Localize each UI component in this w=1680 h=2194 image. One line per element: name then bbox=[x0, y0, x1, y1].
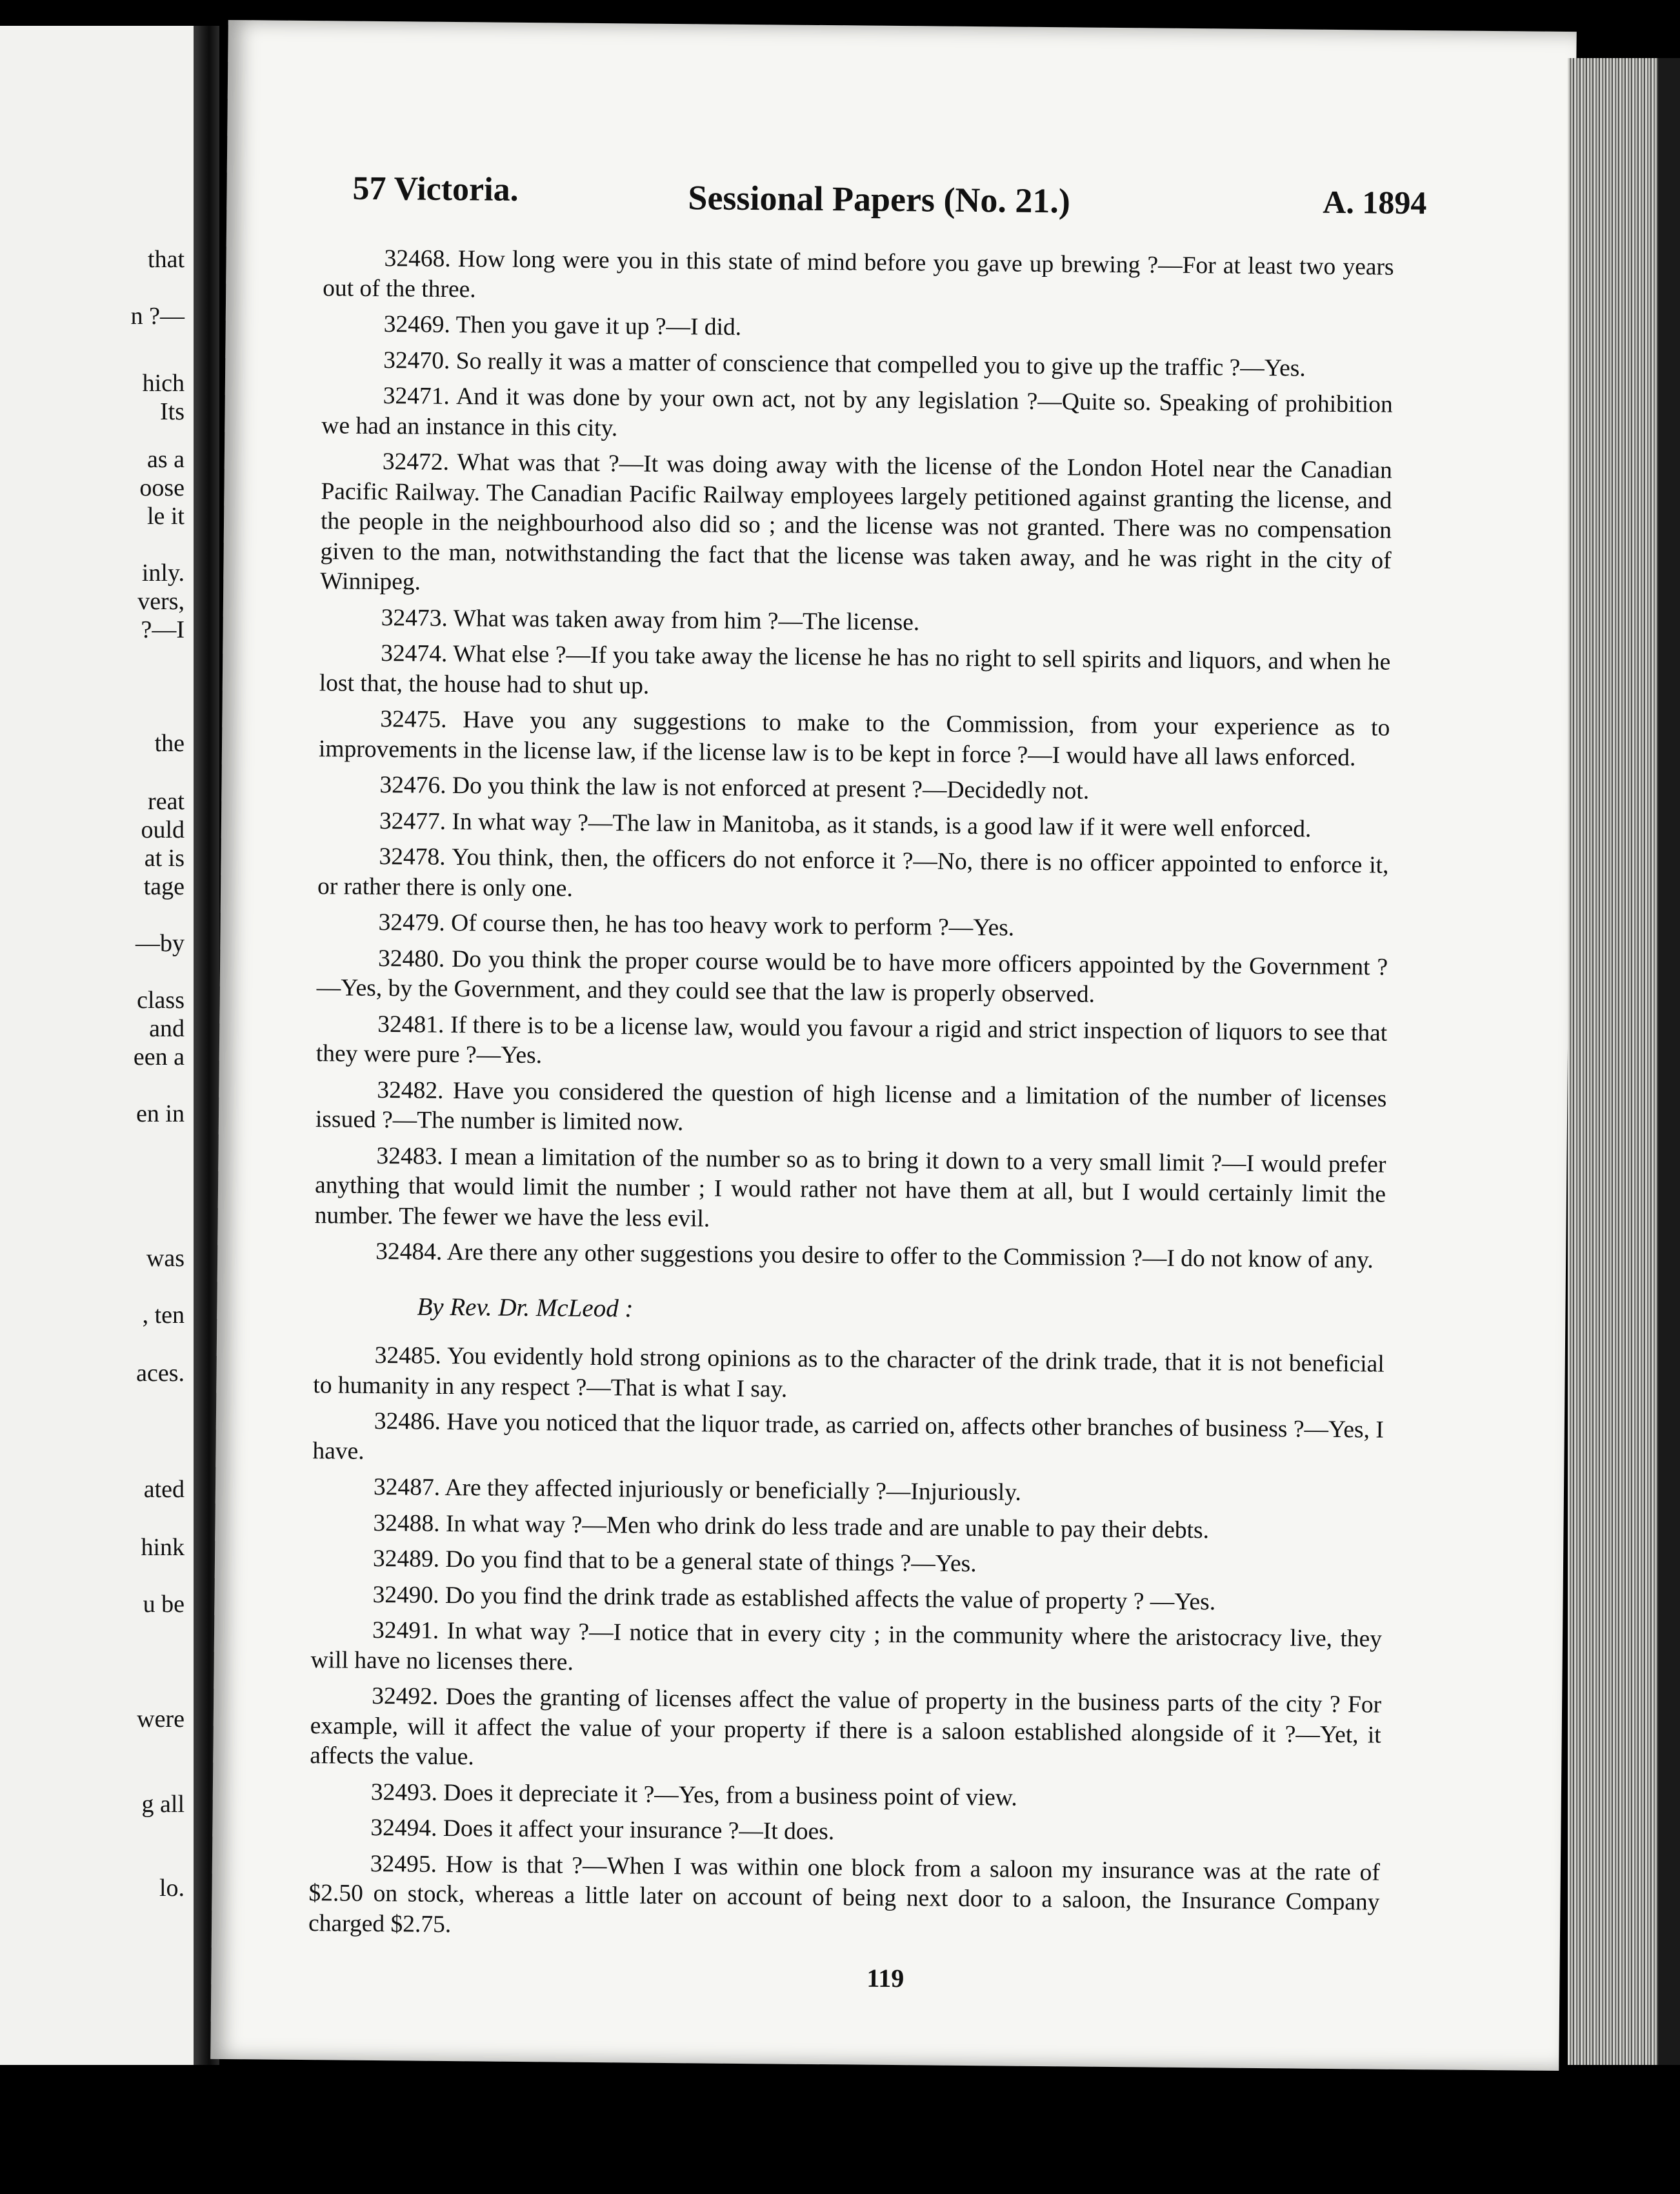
question-paragraph: 32480. Do you think the proper course would be to have more officers appointed by the Government ?—Yes, by the Government, and they could see that the law is properly observed. bbox=[316, 945, 1388, 1008]
left-fragment: g all bbox=[141, 1791, 185, 1818]
question-paragraph: 32479. Of course then, he has too heavy work to perform ?—Yes. bbox=[378, 909, 1015, 941]
question-paragraph: 32477. In what way ?—The law in Manitoba, as it stands, is a good law if it were well enforced. bbox=[379, 807, 1312, 843]
question-paragraph: 32475. Have you any suggestions to make to the Commission, from your experience as to improvements in the license law, if the license law is to be kept in force ?—I would have all laws enforced. bbox=[318, 706, 1390, 771]
left-fragment: —by bbox=[135, 930, 185, 957]
left-fragment: ated bbox=[143, 1476, 185, 1503]
question-paragraph: 32488. In what way ?—Men who drink do less trade and are unable to pay their debts. bbox=[373, 1509, 1210, 1544]
question-paragraph: 32476. Do you think the law is not enforced at present ?—Decidedly not. bbox=[379, 772, 1090, 805]
left-fragment: ?—I bbox=[141, 616, 185, 643]
question-paragraph: 32486. Have you noticed that the liquor trade, as carried on, affects other branches of business ?—Yes, I have. bbox=[312, 1407, 1385, 1465]
question-paragraph: 32493. Does it depreciate it ?—Yes, from a business point of view. bbox=[370, 1778, 1017, 1811]
question-paragraph: 32492. Does the granting of licenses affect the value of property in the business parts of the city ? For example, will it affect the value of your property if there is a saloon established alongside of it ?—Yet, it affects the value. bbox=[310, 1682, 1382, 1771]
header-date: A. 1894 bbox=[1323, 183, 1427, 221]
left-fragment: , ten bbox=[142, 1302, 185, 1329]
left-fragment: u be bbox=[143, 1591, 185, 1618]
question-paragraph: 32478. You think, then, the officers do not enforce it ?—No, there is no officer appointed to enforce it, or rather there is only one. bbox=[317, 843, 1389, 902]
left-fragment: and bbox=[149, 1015, 185, 1042]
page-number: 119 bbox=[866, 1963, 905, 1993]
question-paragraph: 32491. In what way ?—I notice that in every city ; in the community where the aristocracy live, they will have no licenses there. bbox=[310, 1616, 1383, 1676]
question-paragraph: 32470. So really it was a matter of conscience that compelled you to give up the traffic ?—Yes. bbox=[383, 347, 1306, 382]
question-paragraph: 32474. What else ?—If you take away the license he has no right to sell spirits and liquors, and when he lost that, the house had to shut up. bbox=[319, 640, 1391, 699]
question-paragraph: 32495. How is that ?—When I was within one block from a saloon my insurance was at the rate of $2.50 on stock, whereas a little later on account of being next door to a saloon, the Insurance Company charged $2.75. bbox=[308, 1850, 1381, 1938]
left-fragment: en in bbox=[136, 1100, 185, 1127]
question-paragraph: 32469. Then you gave it up ?—I did. bbox=[383, 311, 742, 341]
left-fragment: class bbox=[137, 987, 185, 1014]
left-fragment: hich bbox=[142, 370, 185, 397]
question-paragraph: 32494. Does it affect your insurance ?—It does. bbox=[370, 1814, 835, 1846]
question-paragraph: 32483. I mean a limitation of the number so as to bring it down to a very small limit ?—I would prefer anything that would limit the number ; I would rather not have them at all, but I would certainly limit the number. The fewer we have the less evil. bbox=[314, 1142, 1386, 1233]
left-fragment: the bbox=[154, 730, 185, 757]
question-paragraph: 32489. Do you find that to be a general state of things ?—Yes. bbox=[372, 1545, 977, 1578]
left-fragment: le it bbox=[146, 503, 185, 530]
left-fragment: that bbox=[148, 246, 185, 273]
question-paragraph: 32487. Are they affected injuriously or beneficially ?—Injuriously. bbox=[373, 1473, 1022, 1506]
left-facing-page bbox=[0, 26, 195, 2065]
question-paragraph: 32484. Are there any other suggestions you desire to offer to the Commission ?—I do not know of any. bbox=[375, 1238, 1374, 1274]
left-fragment: vers, bbox=[137, 588, 185, 615]
left-fragment: lo. bbox=[159, 1875, 185, 1902]
left-fragment: at is bbox=[144, 845, 185, 872]
running-header bbox=[352, 170, 1427, 231]
book-page-edges bbox=[1568, 58, 1658, 2065]
question-paragraph: 32468. How long were you in this state of mind before you gave up brewing ?—For at least two years out of the three. bbox=[323, 245, 1394, 303]
left-fragment: Its bbox=[160, 398, 185, 425]
main-page bbox=[210, 20, 1576, 2071]
left-fragment: een a bbox=[133, 1043, 185, 1071]
question-paragraph: 32471. And it was done by your own act, not by any legislation ?—Quite so. Speaking of prohibition we had an instance in this city. bbox=[321, 383, 1393, 441]
header-year-reign: 57 Victoria. bbox=[352, 170, 519, 208]
testimony-text bbox=[308, 243, 1394, 1947]
question-paragraph: 32473. What was taken away from him ?—The license. bbox=[381, 604, 920, 636]
question-paragraph: 32481. If there is to be a license law, would you favour a rigid and strict inspection of liquors to see that they were pure ?—Yes. bbox=[315, 1011, 1388, 1069]
left-fragment: was bbox=[146, 1245, 185, 1272]
examiner-subheading: By Rev. Dr. McLeod : bbox=[417, 1293, 634, 1322]
book-edge-shadow bbox=[1658, 58, 1680, 2065]
left-fragment: ould bbox=[141, 816, 185, 843]
question-paragraph: 32482. Have you considered the question of high license and a limitation of the number of licenses issued ?—The number is limited now. bbox=[315, 1076, 1387, 1136]
left-fragment: aces. bbox=[136, 1360, 185, 1387]
question-paragraph: 32490. Do you find the drink trade as established affects the value of property ? —Yes. bbox=[372, 1581, 1216, 1615]
left-fragment: reat bbox=[148, 788, 185, 815]
left-fragment: inly. bbox=[141, 559, 185, 587]
left-fragment: n ?— bbox=[130, 303, 185, 330]
question-paragraph: 32485. You evidently hold strong opinions as to the character of the drink trade, that it is not beneficial to humanity in any respect ?—That is what I say. bbox=[313, 1342, 1385, 1403]
question-paragraph: 32472. What was that ?—It was doing away with the license of the London Hotel near the Canadian Pacific Railway. The Canadian Pacific Railway employees largely petitioned against granting the license, and the people in the neighbourhood also did so ; and the license was not granted. There was no compensation given to the man, notwithstanding the fact that the license was taken away, and he was right in the city of Winnipeg. bbox=[320, 448, 1392, 596]
left-fragment: as a bbox=[146, 446, 185, 473]
left-fragment: hink bbox=[141, 1534, 185, 1561]
header-title: Sessional Papers (No. 21.) bbox=[688, 178, 1071, 221]
left-fragment: tage bbox=[143, 873, 185, 900]
left-fragment: were bbox=[137, 1706, 185, 1733]
left-fragment: oose bbox=[139, 474, 185, 501]
